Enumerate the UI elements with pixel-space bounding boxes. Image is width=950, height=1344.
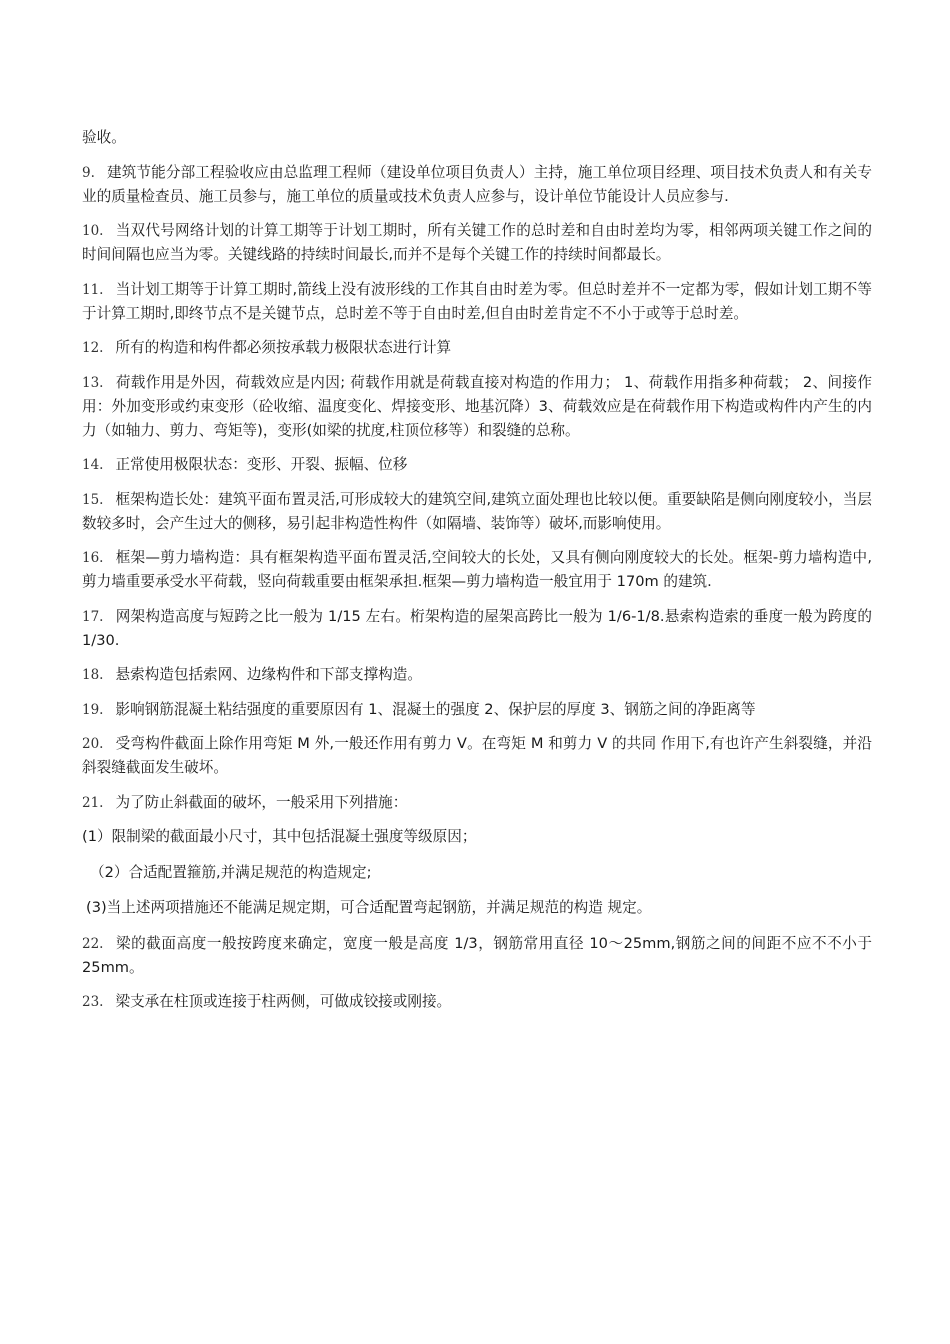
paragraph-item-20 (82, 732, 872, 780)
paragraph-text: 网架构造高度与短跨之比一般为 1/15 左右。桁架构造的屋架高跨比一般为 1/6-1/8.悬索构造索的垂度一般为跨度的 1/30. (82, 607, 872, 649)
paragraph-item-12 (82, 336, 872, 360)
item-number: 14. (82, 457, 104, 473)
paragraph-text: 梁支承在柱顶或连接于柱两侧，可做成铰接或刚接。 (115, 993, 452, 1010)
paragraph-item-10 (82, 219, 872, 267)
paragraph-item-16 (82, 546, 872, 594)
measure-item-1: (1）限制梁的截面最小尺寸，其中包括混凝土强度等级原因； (82, 828, 477, 845)
paragraph-text: 荷载作用是外因，荷载效应是内因; 荷载作用就是荷载直接对构造的作用力； 1、荷载作用指多种荷载； 2、间接作用：外加变形或约束变形（砼收缩、温度变化、焊接变形、地基沉降）3、荷载效应是在荷载作用下构造或构件内产生的内力（如轴力、剪力、弯矩等)，变形(如梁的扰度,柱顶位移等）和裂缝的总称。 (82, 373, 872, 439)
item-number: 18. (82, 667, 104, 683)
paragraph-text: 当双代号网络计划的计算工期等于计划工期时，所有关键工作的总时差和自由时差均为零，相邻两项关键工作之间的时间间隔也应当为零。关键线路的持续时间最长,而并不是每个关键工作的持续时间都最长。 (82, 222, 872, 263)
item-number: 10. (82, 223, 104, 239)
item-number: 15. (82, 491, 104, 508)
paragraph-text: 影响钢筋混凝土粘结强度的重要原因有 1、混凝土的强度 2、保护层的厚度 3、钢筋之间的净距离等 (115, 700, 756, 718)
paragraph-text: 验收。 (82, 129, 126, 146)
paragraph-text: 框架构造长处：建筑平面布置灵活,可形成较大的建筑空间,建筑立面处理也比较以便。重要缺陷是侧向刚度较小，当层数较多时，会产生过大的侧移，易引起非构造性构件（如隔墙、装饰等）破坏,而影响使用。 (82, 490, 872, 532)
item-number: 22. (82, 935, 104, 952)
paragraph-item-23 (82, 990, 872, 1014)
paragraph-item-19 (82, 698, 872, 722)
paragraph-item-22 (82, 932, 872, 980)
paragraph-item-18 (82, 663, 872, 687)
measure-item-2: （2）合适配置箍筋,并满足规范的构造规定; (90, 863, 372, 881)
paragraph-text: 受弯构件截面上除作用弯矩 M 外,一般还作用有剪力 V。在弯矩 M 和剪力 V 的共同 作用下,有也许产生斜裂缝，并沿斜裂缝截面发生破坏。 (82, 735, 872, 776)
paragraph-continuation (82, 126, 872, 150)
paragraph-text: 建筑节能分部工程验收应由总监理工程师（建设单位项目负责人）主持，施工单位项目经理、项目技术负责人和有关专业的质量检查员、施工员参与，施工单位的质量或技术负责人应参与，设计单位节能设计人员应参与. (82, 163, 872, 205)
paragraph-item-17 (82, 605, 872, 653)
paragraph-text: 所有的构造和构件都必须按承载力极限状态进行计算 (115, 339, 452, 356)
item-number: 12. (82, 340, 104, 356)
item-number: 23. (82, 994, 104, 1010)
item-number: 13. (82, 374, 104, 391)
item-number: 11. (82, 281, 104, 298)
paragraph-item-13 (82, 371, 872, 443)
paragraph-text: 为了防止斜截面的破坏，一般采用下列措施： (115, 793, 408, 811)
item-number: 20. (82, 736, 104, 752)
paragraph-text: 正常使用极限状态：变形、开裂、振幅、位移 (115, 456, 408, 473)
item-number: 9. (82, 164, 95, 181)
paragraph-item-21 (82, 791, 872, 815)
paragraph-item-14 (82, 453, 872, 477)
paragraph-item-11 (82, 278, 872, 326)
item-number: 17. (82, 608, 104, 625)
document-page (82, 126, 872, 1025)
paragraph-item-9 (82, 161, 872, 209)
item-number: 21. (82, 794, 104, 811)
paragraph-text: 悬索构造包括索网、边缘构件和下部支撑构造。 (115, 666, 422, 683)
measure-item-3: (3)当上述两项措施还不能满足规定期，可合适配置弯起钢筋，并满足规范的构造 规定。 (86, 899, 652, 916)
paragraph-text: 梁的截面高度一般按跨度来确定，宽度一般是高度 1/3，钢筋常用直径 10～25mm,钢筋之间的间距不应不不小于 25mm。 (82, 934, 872, 976)
item-number: 16. (82, 550, 104, 566)
paragraph-text: 框架—剪力墙构造：具有框架构造平面布置灵活,空间较大的长处，又具有侧向刚度较大的长处。框架-剪力墙构造中,剪力墙重要承受水平荷载，竖向荷载重要由框架承担.框架—剪力墙构造一般宜用于 170m 的建筑. (82, 549, 872, 590)
paragraph-item-15 (82, 488, 872, 536)
item-number: 19. (82, 701, 104, 718)
paragraph-text: 当计划工期等于计算工期时,箭线上没有波形线的工作其自由时差为零。但总时差并不一定都为零，假如计划工期不等于计算工期时,即终节点不是关键节点，总时差不等于自由时差,但自由时差肯定不不小于或等于总时差。 (82, 280, 872, 322)
